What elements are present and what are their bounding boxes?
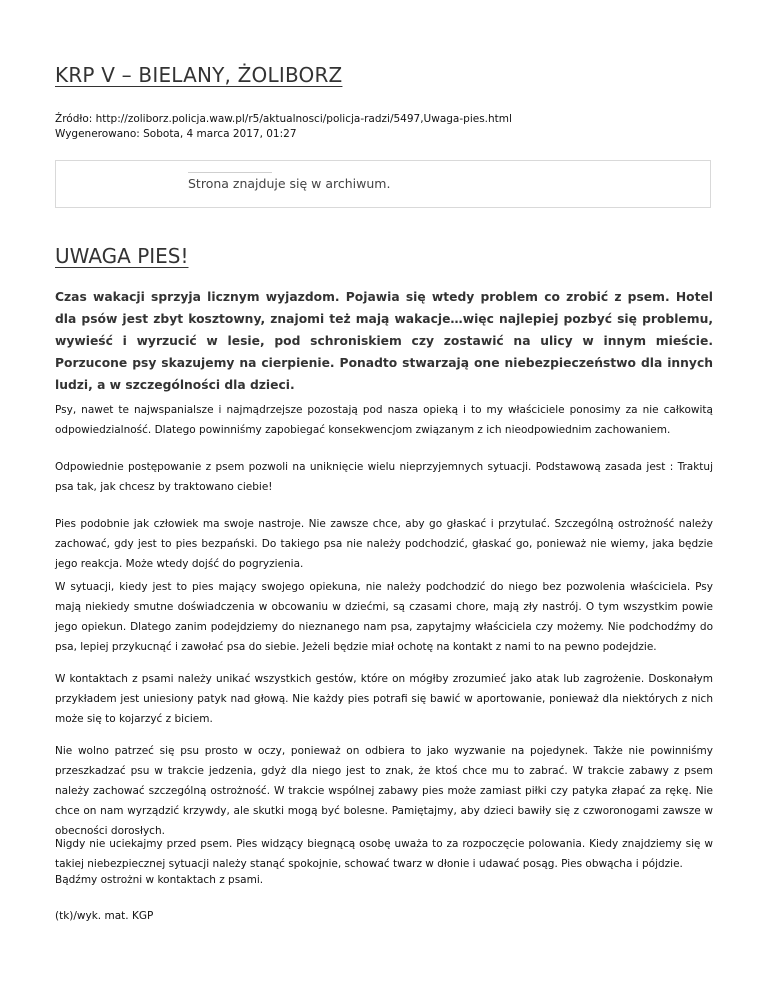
article-paragraph: Bądźmy ostrożni w kontaktach z psami. (55, 874, 264, 886)
article-lead: Czas wakacji sprzyja licznym wyjazdom. Pojawia się wtedy problem co zrobić z psem. Hotel dla psów jest zbyt kosztowny, znajomi też mają wakacje…więc najlepiej pozbyć się problemu, wywieść i wyrzucić w lesie, pod schroniskiem czy zostawić na ulicy w innym mieście. Porzucone psy skazujemy na cierpienie. Ponadto stwarzają one niebezpieczeństwo dla innych ludzi, a w szczególności dla dzieci. (55, 290, 713, 392)
article-paragraph: Nigdy nie uciekajmy przed psem. Pies widzący biegnącą osobę uważa to za rozpoczęcie polowania. Kiedy znajdziemy się w takiej niebezpiecznej sytuacji należy stanąć spokojnie, schować twarz w dłonie i udawać posąg. Pies obwącha i pójdzie. (55, 838, 713, 870)
article-paragraph: Nie wolno patrzeć się psu prosto w oczy, ponieważ on odbiera to jako wyzwanie na pojedynek. Także nie powinniśmy przeszkadzać psu w trakcie jedzenia, gdyż dla niego jest to znak, że ktoś chce mu to zabrać. W trakcie zabawy z psem należy zachować szczególną ostrożność. W trakcie wspólnej zabawy pies może zamiast piłki czy patyka złapać za rękę. Nie chce on nam wyrządzić krzywdy, ale skutki mogą być bolesne. Pamiętajmy, aby dzieci bawiły się z czworonogami zawsze w obecności dorosłych. (55, 745, 713, 837)
archive-notice-text: Strona znajduje się w archiwum. (188, 176, 391, 191)
archive-notice-box (55, 160, 711, 208)
article-author: (tk)/wyk. mat. KGP (55, 910, 154, 922)
article-paragraph: W kontaktach z psami należy unikać wszystkich gestów, które on mógłby zrozumieć jako atak lub zagrożenie. Doskonałym przykładem jest uniesiony patyk nad głową. Nie każdy pies potrafi się bawić w aportowanie, ponieważ dla niektórych z nich może się to kojarzyć z biciem. (55, 673, 713, 725)
article-title: UWAGA PIES! (55, 244, 189, 268)
source-line: Źródło: http://zoliborz.policja.waw.pl/r5/aktualnosci/policja-radzi/5497,Uwaga-pies.html (55, 113, 512, 125)
article-paragraph: Psy, nawet te najwspanialsze i najmądrzejsze pozostają pod nasza opieką i to my właściciele ponosimy za nie całkowitą odpowiedzialność. Dlatego powinniśmy zapobiegać konsekwencjom związanym z ich nieodpowiednim zachowaniem. (55, 404, 713, 436)
site-title: KRP V – BIELANY, ŻOLIBORZ (55, 63, 343, 87)
document-meta (55, 112, 512, 142)
article-paragraph: W sytuacji, kiedy jest to pies mający swojego opiekuna, nie należy podchodzić do niego bez pozwolenia właściciela. Psy mają niekiedy smutne doświadczenia w obcowaniu w dziećmi, są czasami chore, mają zły nastrój. O tym wszystkim powie jego opiekun. Dlatego zanim podejdziemy do nieznanego nam psa, zapytajmy właściciela czy możemy. Nie podchodźmy do psa, lepiej przykucnąć i zawołać psa do siebie. Jeżeli będzie miał ochotę na kontakt z nami to na pewno podejdzie. (55, 581, 713, 653)
archive-divider (188, 172, 272, 173)
article-paragraph: Pies podobnie jak człowiek ma swoje nastroje. Nie zawsze chce, aby go głaskać i przytulać. Szczególną ostrożność należy zachować, gdy jest to pies bezpański. Do takiego psa nie należy podchodzić, głaskać go, ponieważ nie wiemy, jaka będzie jego reakcja. Może wtedy dojść do pogryzienia. (55, 518, 713, 570)
generated-line: Wygenerowano: Sobota, 4 marca 2017, 01:27 (55, 128, 297, 140)
article-paragraph: Odpowiednie postępowanie z psem pozwoli na uniknięcie wielu nieprzyjemnych sytuacji. Podstawową zasada jest : Traktuj psa tak, jak chcesz by traktowano ciebie! (55, 461, 713, 493)
